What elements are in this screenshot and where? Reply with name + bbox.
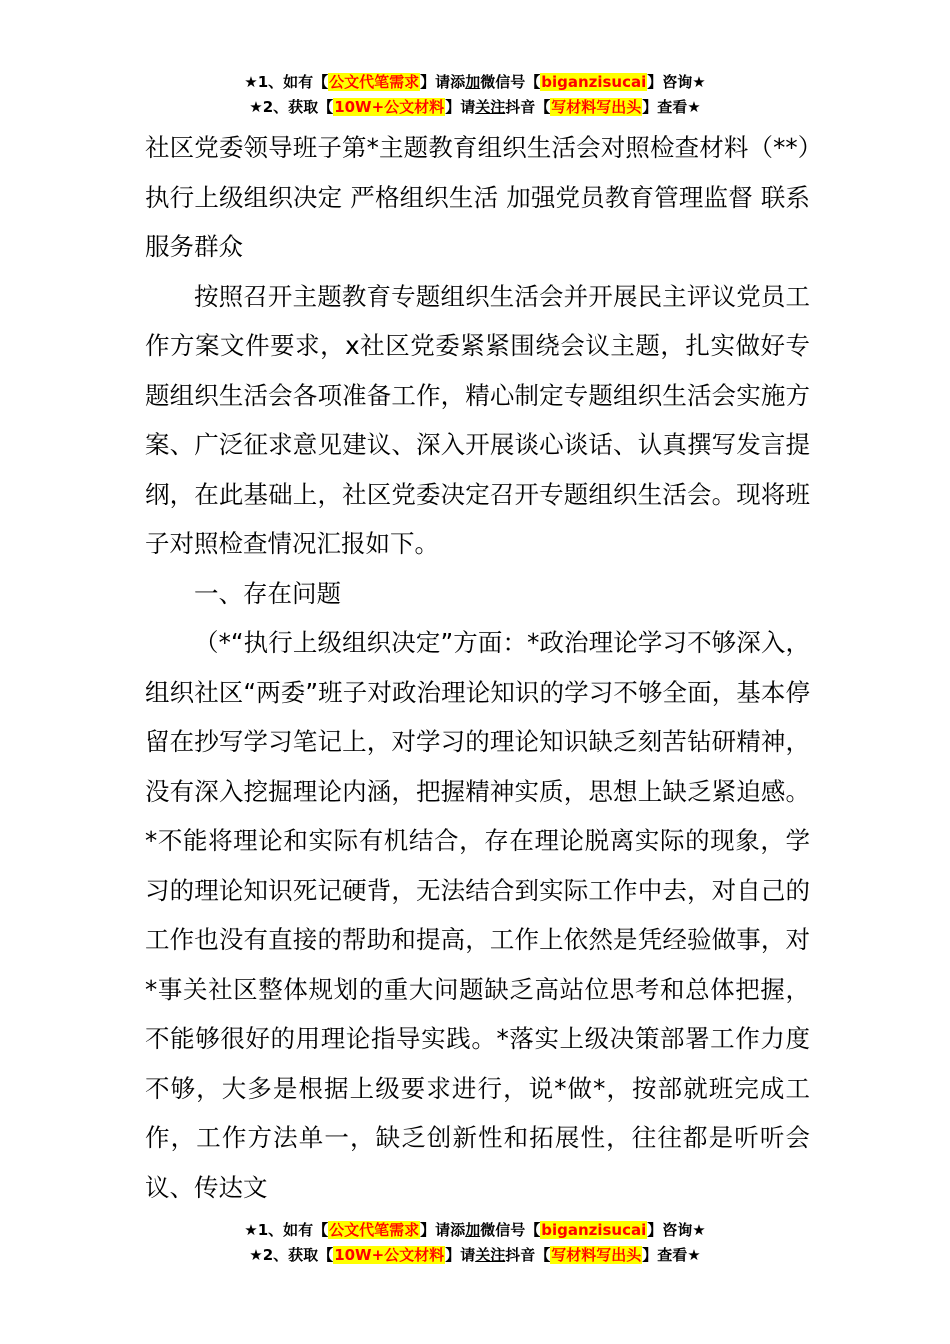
banner-underline: 加 [465,73,481,91]
highlight-materials: 10W+公文材料 [334,98,445,116]
banner-text: 】咨询★ [647,1221,706,1239]
banner-text: 微信号【 [480,73,541,91]
banner-underline: 关注 [475,98,506,116]
banner-text: ★2、获取【 [249,1246,334,1264]
banner-text: 】请添 [420,1221,466,1239]
banner-line-2 [0,95,950,120]
intro-paragraph: 按照召开主题教育专题组织生活会并开展民主评议党员工作方案文件要求，x社区党委紧紧围绕会议主题，扎实做好专题组织生活会各项准备工作，精心制定专题组织生活会实施方案、广泛征求意见建议、深入开展谈心谈话、认真撰写发言提纲，在此基础上，社区党委决定召开专题组织生活会。现将班子对照检查情况汇报如下。 [145,281,810,558]
banner-text: 】请添 [420,73,466,91]
banner-text: 微信号【 [480,1221,541,1239]
banner-underline: 加 [465,1221,481,1239]
highlight-service: 公文代笔需求 [329,73,420,91]
banner-text: 】查看★ [642,1246,701,1264]
highlight-wechat-id: biganzisucai [541,73,647,91]
banner-text: 】咨询★ [647,73,706,91]
banner-text: 抖音【 [505,98,551,116]
bottom-banner [0,1218,950,1268]
banner-line-1 [0,70,950,95]
banner-text: ★2、获取【 [249,98,334,116]
document-body [145,123,810,1212]
banner-text: 】请 [445,98,476,116]
banner-text: 】请 [445,1246,476,1264]
banner-text: 抖音【 [505,1246,551,1264]
highlight-materials: 10W+公文材料 [334,1246,445,1264]
highlight-service: 公文代笔需求 [329,1221,420,1239]
banner-line-2 [0,1243,950,1268]
banner-underline: 关注 [475,1246,506,1264]
section-heading: 一、存在问题 [194,578,341,608]
document-title: 社区党委领导班子第*主题教育组织生活会对照检查材料（**）执行上级组织决定 严格组织生活 加强党员教育管理监督 联系服务群众 [145,133,810,261]
banner-text: ★1、如有【 [244,73,329,91]
section-paragraph: （*“执行上级组织决定”方面：*政治理论学习不够深入，组织社区“两委”班子对政治理论知识的学习不够全面，基本停留在抄写学习笔记上，对学习的理论知识缺乏刻苦钻研精神，没有深入挖掘理论内涵，把握精神实质，思想上缺乏紧迫感。*不能将理论和实际有机结合，存在理论脱离实际的现象，学习的理论知识死记硬背，无法结合到实际工作中去，对自己的工作也没有直接的帮助和提高，工作上依然是凭经验做事，对*事关社区整体规划的重大问题缺乏高站位思考和总体把握，不能够很好的用理论指导实践。*落实上级决策部署工作力度不够，大多是根据上级要求进行，说*做*，按部就班完成工作，工作方法单一，缺乏创新性和拓展性，往往都是听听会议、传达文 [145,628,810,1202]
banner-text: 】查看★ [642,98,701,116]
top-banner [0,70,950,120]
highlight-wechat-id: biganzisucai [541,1221,647,1239]
highlight-douyin: 写材料写出头 [551,98,642,116]
highlight-douyin: 写材料写出头 [551,1246,642,1264]
banner-text: ★1、如有【 [244,1221,329,1239]
banner-line-1 [0,1218,950,1243]
